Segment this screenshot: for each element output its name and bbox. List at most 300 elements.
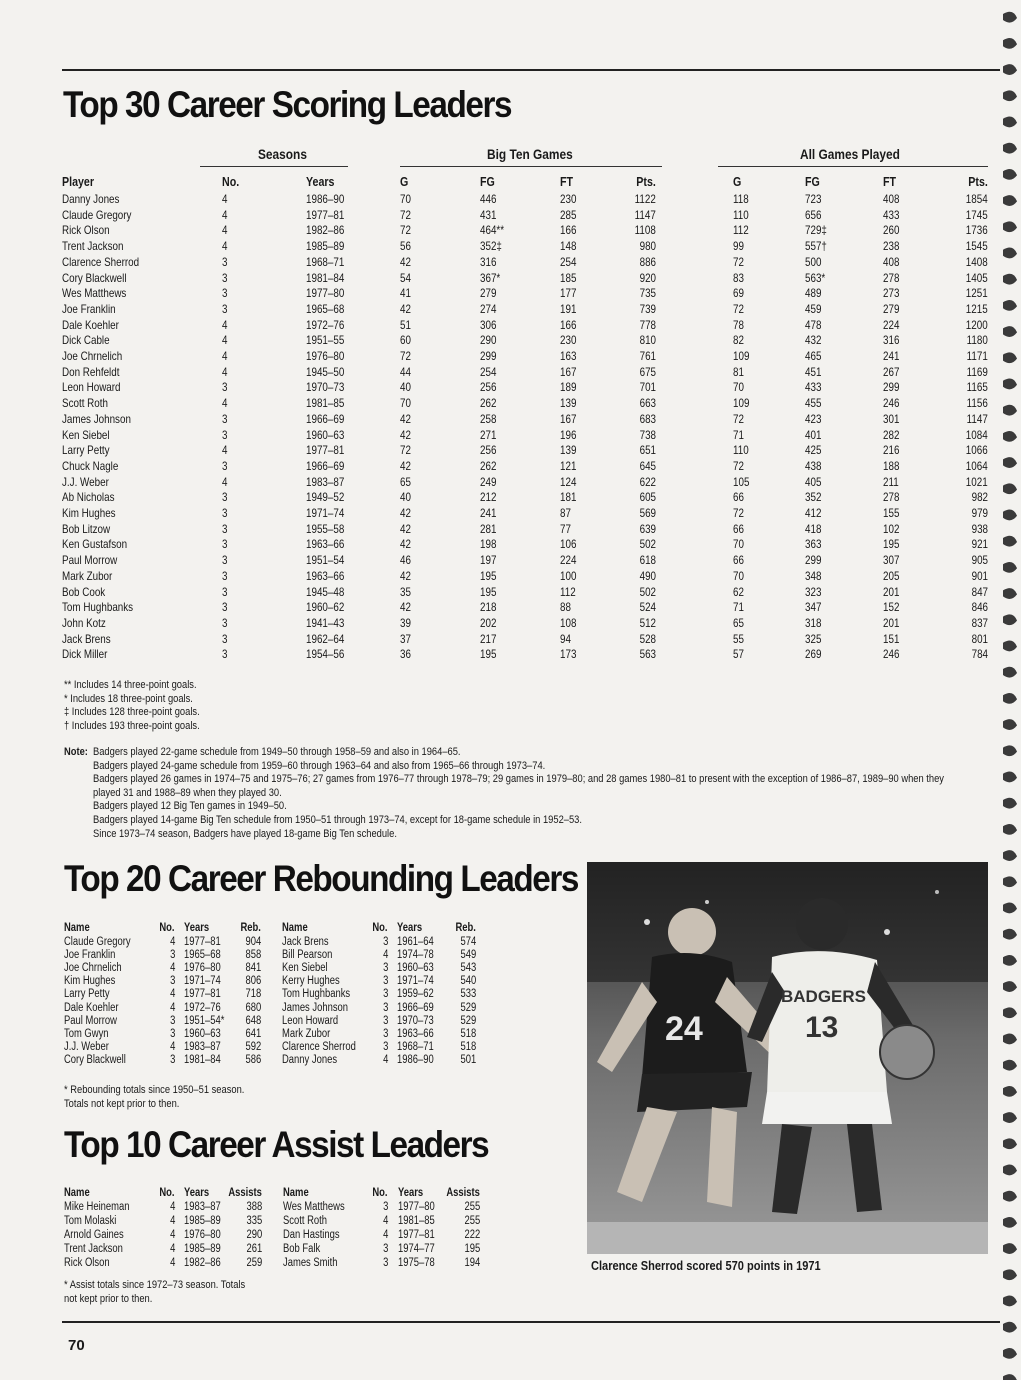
col-header: G (733, 174, 742, 189)
rebounding-name: Tom Gwyn (64, 1027, 109, 1040)
stat-cell: 35 (400, 584, 411, 599)
stat-cell: 4 (222, 223, 228, 238)
stat-cell: 3 (222, 286, 228, 301)
rebounding-name: Danny Jones (282, 1053, 338, 1066)
spiral-ring (1003, 274, 1017, 285)
spiral-ring (1003, 850, 1017, 861)
assists-cell: 255 (464, 1215, 480, 1227)
stat-cell: 110 (733, 443, 749, 458)
stat-cell: 273 (883, 286, 900, 301)
stat-cell: 502 (639, 584, 656, 599)
stat-cell: 980 (639, 239, 656, 254)
stat-cell: 246 (883, 647, 900, 662)
stat-cell: 729‡ (805, 223, 827, 238)
stat-cell: 42 (400, 600, 411, 615)
rebounding-cell: 501 (460, 1053, 476, 1066)
rebounding-col-header: No. (159, 922, 175, 934)
stat-cell: 177 (560, 286, 577, 301)
rebounding-cell: 3 (382, 962, 388, 975)
footnote-line: ** Includes 14 three-point goals. (64, 679, 197, 691)
stat-cell: 102 (883, 521, 900, 536)
stat-cell: 1985–89 (306, 239, 345, 254)
rebounding-cell: 518 (460, 1027, 476, 1040)
stat-cell: 723 (805, 192, 822, 206)
assists-cell: 195 (464, 1243, 480, 1255)
stat-cell: 622 (639, 474, 656, 489)
assists-col-header: Name (64, 1187, 90, 1199)
assists-cell: 4 (169, 1257, 175, 1269)
assists-cell: 222 (464, 1229, 480, 1241)
stat-cell: 1941–43 (306, 615, 345, 630)
assists-cell: 194 (464, 1257, 480, 1269)
stat-cell: 72 (733, 458, 744, 473)
group-seasons: Seasons (258, 146, 307, 162)
rebounding-cell: 841 (245, 962, 261, 975)
stat-cell: 438 (805, 458, 822, 473)
player-name: Dick Cable (62, 333, 110, 348)
stat-cell: 784 (971, 647, 988, 662)
rebounding-name: Kerry Hughes (282, 975, 340, 988)
rebounding-name: James Johnson (282, 1001, 349, 1014)
stat-cell: 238 (883, 239, 900, 254)
rebounding-cell: 4 (382, 1053, 388, 1066)
assists-col-header: No. (372, 1187, 388, 1199)
stat-cell: 1736 (966, 223, 988, 238)
group-big-ten: Big Ten Games (487, 146, 573, 162)
stat-cell: 218 (480, 600, 497, 615)
rebounding-col-header: No. (372, 922, 388, 934)
stat-cell: 425 (805, 443, 822, 458)
stat-cell: 735 (639, 286, 656, 301)
stat-cell: 1021 (966, 474, 988, 489)
assists-cell: 4 (382, 1215, 388, 1227)
stat-cell: 563 (639, 647, 656, 662)
stat-cell: 455 (805, 396, 822, 411)
stat-cell: 401 (805, 427, 822, 442)
stat-cell: 191 (560, 301, 577, 316)
player-name: James Johnson (62, 411, 131, 426)
stat-cell: 42 (400, 537, 411, 552)
assists-col-header: Years (184, 1187, 210, 1199)
spiral-ring (1003, 352, 1017, 363)
stat-cell: 778 (639, 317, 656, 332)
stat-cell: 72 (733, 301, 744, 316)
assists-cell: 4 (382, 1229, 388, 1241)
stat-cell: 279 (883, 301, 900, 316)
col-header: FG (805, 174, 820, 189)
rebounding-cell: 586 (245, 1053, 261, 1066)
stat-cell: 4 (222, 207, 228, 222)
stat-cell: 260 (883, 223, 900, 238)
stat-cell: 290 (480, 333, 497, 348)
stat-cell: 1405 (966, 270, 988, 285)
stat-cell: 478 (805, 317, 822, 332)
stat-cell: 42 (400, 411, 411, 426)
stat-cell: 886 (639, 254, 656, 269)
stat-cell: 254 (480, 364, 497, 379)
footnote-line: † Includes 193 three-point goals. (64, 719, 200, 732)
stat-cell: 42 (400, 568, 411, 583)
stat-cell: 1545 (966, 239, 988, 254)
stat-cell: 224 (883, 317, 900, 332)
spiral-ring (1003, 1374, 1017, 1380)
spiral-ring (1003, 379, 1017, 390)
stat-cell: 167 (560, 411, 577, 426)
stat-cell: 423 (805, 411, 822, 426)
stat-cell: 60 (400, 333, 411, 348)
stat-cell: 847 (971, 584, 988, 599)
player-name: Clarence Sherrod (62, 254, 140, 269)
group-all-games-line (718, 166, 988, 167)
stat-cell: 212 (480, 490, 497, 505)
rebounding-cell: 549 (460, 949, 476, 962)
stat-cell: 1960–62 (306, 600, 345, 615)
player-name: Cory Blackwell (62, 270, 127, 285)
assists-name: Trent Jackson (64, 1243, 123, 1255)
stat-cell: 42 (400, 521, 411, 536)
assists-col-header: Years (398, 1187, 424, 1199)
stat-cell: 465 (805, 349, 822, 363)
assists-col-header: No. (159, 1187, 175, 1199)
spiral-ring (1003, 955, 1017, 966)
stat-cell: 1966–69 (306, 458, 345, 473)
stat-cell: 418 (805, 521, 822, 536)
assists-cell: 290 (246, 1229, 262, 1241)
stat-cell: 528 (639, 631, 656, 646)
stat-cell: 78 (733, 317, 744, 332)
spiral-ring (1003, 1243, 1017, 1254)
rebounding-name: Leon Howard (282, 1014, 339, 1027)
stat-cell: 4 (222, 317, 228, 332)
stat-cell: 217 (480, 631, 497, 646)
stat-cell: 408 (883, 254, 900, 269)
stat-cell: 37 (400, 631, 411, 646)
stat-cell: 352 (805, 490, 822, 505)
stat-cell: 66 (733, 521, 744, 536)
stat-cell: 230 (560, 333, 577, 348)
stat-cell: 72 (733, 411, 744, 426)
stat-cell: 938 (971, 521, 988, 536)
spiral-ring (1003, 221, 1017, 232)
assists-footnote-line: not kept prior to then. (64, 1292, 153, 1305)
stat-cell: 901 (971, 568, 988, 583)
basketball-action-photo (587, 862, 988, 1254)
player-name: J.J. Weber (62, 474, 109, 489)
stat-cell: 1977–81 (306, 443, 345, 458)
player-name: Tom Hughbanks (62, 600, 134, 615)
player-name: Joe Chrnelich (62, 349, 123, 363)
stat-cell: 4 (222, 333, 228, 348)
rebounding-name: Cory Blackwell (64, 1053, 126, 1066)
stat-cell: 88 (560, 600, 571, 615)
assists-name: Bob Falk (283, 1243, 321, 1255)
stat-cell: 490 (639, 568, 656, 583)
assists-cell: 335 (246, 1215, 262, 1227)
stat-cell: 70 (733, 380, 744, 395)
rebounding-cell: 4 (169, 936, 175, 948)
player-name: Larry Petty (62, 443, 110, 458)
assists-col-header: Name (283, 1187, 309, 1199)
player-name: Dick Miller (62, 647, 108, 662)
spiral-ring (1003, 588, 1017, 599)
stat-cell: 163 (560, 349, 577, 363)
spiral-ring (1003, 1322, 1017, 1333)
spiral-ring (1003, 248, 1017, 259)
stat-cell: 846 (971, 600, 988, 615)
assists-cell: 4 (169, 1201, 175, 1213)
rebounding-cell: 3 (169, 949, 175, 962)
rebounding-cell: 1951–54* (184, 1014, 225, 1027)
rebounding-col-header: Name (64, 922, 90, 934)
spiral-ring (1003, 562, 1017, 573)
rebounding-col-header: Name (282, 922, 308, 934)
spiral-ring (1003, 798, 1017, 809)
col-header: Player (62, 174, 95, 189)
player-name: Kim Hughes (62, 506, 116, 520)
spiral-ring (1003, 1217, 1017, 1228)
spiral-ring (1003, 1165, 1017, 1176)
stat-cell: 166 (560, 223, 577, 238)
stat-cell: 267 (883, 364, 900, 379)
group-all-games: All Games Played (800, 146, 900, 162)
stat-cell: 801 (971, 631, 988, 646)
stat-cell: 81 (733, 364, 744, 379)
stat-cell: 271 (480, 427, 497, 442)
stat-cell: 761 (639, 349, 656, 363)
stat-cell: 201 (883, 584, 900, 599)
stat-cell: 433 (883, 207, 900, 222)
stat-cell: 224 (560, 553, 577, 568)
stat-cell: 921 (971, 537, 988, 552)
stat-cell: 57 (733, 647, 744, 662)
assists-cell: 1974–77 (398, 1243, 435, 1255)
stat-cell: 683 (639, 411, 656, 426)
stat-cell: 1965–68 (306, 301, 345, 316)
stat-cell: 4 (222, 239, 228, 254)
stat-cell: 1147 (634, 207, 656, 222)
rebounding-cell: 1960–63 (184, 1027, 221, 1040)
stat-cell: 1983–87 (306, 474, 345, 489)
rebounding-cell: 858 (245, 949, 261, 962)
rebounding-cell: 1961–64 (397, 936, 434, 948)
stat-cell: 55 (733, 631, 744, 646)
rebounding-cell: 3 (382, 1001, 388, 1014)
player-name: Leon Howard (62, 380, 121, 395)
stat-cell: 1972–76 (306, 317, 345, 332)
photo-caption: Clarence Sherrod scored 570 points in 1971 (591, 1258, 821, 1273)
spiral-ring (1003, 510, 1017, 521)
stat-cell: 279 (480, 286, 497, 301)
stat-cell: 121 (560, 458, 577, 473)
rebounding-cell: 1976–80 (184, 962, 221, 975)
stat-cell: 432 (805, 333, 822, 348)
stat-cell: 195 (480, 584, 497, 599)
stat-cell: 433 (805, 380, 822, 395)
stat-cell: 656 (805, 207, 822, 222)
stat-cell: 202 (480, 615, 497, 630)
assists-cell: 1977–80 (398, 1201, 435, 1213)
stat-cell: 110 (733, 207, 749, 222)
rebounding-cell: 1968–71 (397, 1040, 434, 1053)
player-name: Trent Jackson (62, 239, 124, 254)
stat-cell: 36 (400, 647, 411, 662)
rebounding-cell: 529 (460, 1014, 476, 1027)
stat-cell: 1854 (966, 192, 988, 206)
stat-cell: 195 (480, 647, 497, 662)
rebounding-cell: 4 (169, 988, 175, 1001)
rebounding-cell: 3 (382, 1040, 388, 1053)
stat-cell: 66 (733, 490, 744, 505)
assists-cell: 4 (169, 1215, 175, 1227)
stat-cell: 3 (222, 521, 228, 536)
assists-title: Top 10 Career Assist Leaders (64, 1124, 489, 1165)
spiral-ring (1003, 405, 1017, 416)
stat-cell: 152 (883, 600, 900, 615)
stat-cell: 40 (400, 490, 411, 505)
stat-cell: 69 (733, 286, 744, 301)
stat-cell: 282 (883, 427, 900, 442)
stat-cell: 41 (400, 286, 411, 301)
stat-cell: 72 (400, 223, 411, 238)
note-line: Badgers played 12 Big Ten games in 1949–50. (93, 800, 287, 813)
stat-cell: 188 (883, 458, 900, 473)
stat-cell: 4 (222, 364, 228, 379)
stat-cell: 299 (805, 553, 822, 568)
stat-cell: 246 (883, 396, 900, 411)
stat-cell: 1169 (966, 364, 988, 379)
col-header: FT (560, 174, 574, 189)
stat-cell: 905 (971, 553, 988, 568)
stat-cell: 1108 (634, 223, 656, 238)
stat-cell: 274 (480, 301, 497, 316)
stat-cell: 675 (639, 364, 656, 379)
player-name: John Kotz (62, 615, 106, 630)
note-line: Badgers played 26 games in 1974–75 and 1975–76; 27 games from 1976–77 through 1978–79; 29 games in 1979–80; and 28 games 1980–81 to present with the exception of 1986–87, 1989–90 when they (93, 773, 944, 786)
stat-cell: 72 (733, 506, 744, 520)
rebounding-cell: 3 (382, 1014, 388, 1027)
player-name: Ken Gustafson (62, 537, 128, 552)
rebounding-cell: 3 (169, 1014, 175, 1027)
stat-cell: 155 (883, 506, 900, 520)
stat-cell: 109 (733, 349, 750, 363)
stat-cell: 1982–86 (306, 223, 345, 238)
stat-cell: 42 (400, 301, 411, 316)
rebounding-name: Claude Gregory (64, 936, 131, 948)
rebounding-col-header: Reb. (240, 922, 261, 934)
rebounding-name: Tom Hughbanks (282, 988, 351, 1001)
stat-cell: 1215 (966, 301, 988, 316)
rebounding-cell: 1960–63 (397, 962, 434, 975)
stat-cell: 352‡ (480, 239, 502, 254)
player-name: Dale Koehler (62, 317, 119, 332)
defender-jersey-number: 24 (665, 1010, 703, 1048)
spiral-ring (1003, 1191, 1017, 1202)
stat-cell: 70 (400, 396, 411, 411)
badgers-jersey-number: 13 (805, 1011, 839, 1044)
stat-cell: 920 (639, 270, 656, 285)
rebounding-cell: 4 (169, 1001, 175, 1014)
stat-cell: 105 (733, 474, 750, 489)
player-name: Wes Matthews (62, 286, 127, 301)
stat-cell: 3 (222, 490, 228, 505)
stat-cell: 1971–74 (306, 506, 345, 520)
stat-cell: 254 (560, 254, 577, 269)
stat-cell: 1066 (966, 443, 988, 458)
spiral-ring (1003, 981, 1017, 992)
assists-cell: 1976–80 (184, 1229, 221, 1241)
stat-cell: 256 (480, 443, 497, 458)
note-line: Badgers played 24-game schedule from 1959–60 through 1963–64 and also from 1965–66 through 1973–74. (93, 759, 546, 772)
stat-cell: 109 (733, 396, 750, 411)
stat-cell: 42 (400, 506, 411, 520)
spiral-ring (1003, 536, 1017, 547)
player-name: Rick Olson (62, 223, 110, 238)
assists-cell: 388 (246, 1201, 262, 1213)
spiral-ring (1003, 169, 1017, 180)
assists-name: Mike Heineman (64, 1201, 130, 1213)
rebounding-name: Jack Brens (282, 936, 329, 948)
rebounding-footnote-line: * Rebounding totals since 1950–51 season. (64, 1084, 245, 1096)
stat-cell: 1945–48 (306, 584, 345, 599)
stat-cell: 256 (480, 380, 497, 395)
rebounding-cell: 806 (245, 975, 261, 988)
rebounding-col-header: Years (184, 922, 210, 934)
spiral-ring (1003, 457, 1017, 468)
stat-cell: 42 (400, 254, 411, 269)
assists-col-header: Assists (228, 1187, 262, 1199)
stat-cell: 1960–63 (306, 427, 345, 442)
stat-cell: 3 (222, 458, 228, 473)
rebounding-cell: 518 (460, 1040, 476, 1053)
stat-cell: 1981–84 (306, 270, 345, 285)
rebounding-cell: 3 (382, 975, 388, 988)
col-header: No. (222, 174, 240, 189)
stat-cell: 316 (883, 333, 900, 348)
stat-cell: 4 (222, 474, 228, 489)
stat-cell: 325 (805, 631, 822, 646)
stat-cell: 71 (733, 600, 744, 615)
stat-cell: 87 (560, 506, 571, 520)
stat-cell: 618 (639, 553, 656, 568)
spiral-ring (1003, 1296, 1017, 1307)
stat-cell: 459 (805, 301, 822, 316)
stat-cell: 40 (400, 380, 411, 395)
stat-cell: 408 (883, 192, 900, 206)
rebounding-cell: 574 (460, 936, 476, 948)
spiral-ring (1003, 38, 1017, 49)
rebounding-cell: 1977–81 (184, 988, 221, 1001)
stat-cell: 306 (480, 317, 497, 332)
rebounding-cell: 4 (169, 962, 175, 975)
rebounding-col-header: Years (397, 922, 423, 934)
spiral-binding (1000, 0, 1021, 1380)
stat-cell: 979 (971, 506, 988, 520)
assists-cell: 4 (169, 1243, 175, 1255)
stat-cell: 70 (733, 537, 744, 552)
stat-cell: 1949–52 (306, 490, 345, 505)
rebounding-cell: 3 (382, 936, 388, 948)
rebounding-cell: 540 (460, 975, 476, 988)
spiral-ring (1003, 929, 1017, 940)
badgers-jersey-text: BADGERS (781, 987, 867, 1006)
stat-cell: 185 (560, 270, 577, 285)
stat-cell: 512 (639, 615, 656, 630)
stat-cell: 1122 (634, 192, 656, 206)
stat-cell: 112 (733, 223, 749, 238)
stat-cell: 70 (733, 568, 744, 583)
stat-cell: 1171 (966, 349, 988, 363)
stat-cell: 249 (480, 474, 497, 489)
